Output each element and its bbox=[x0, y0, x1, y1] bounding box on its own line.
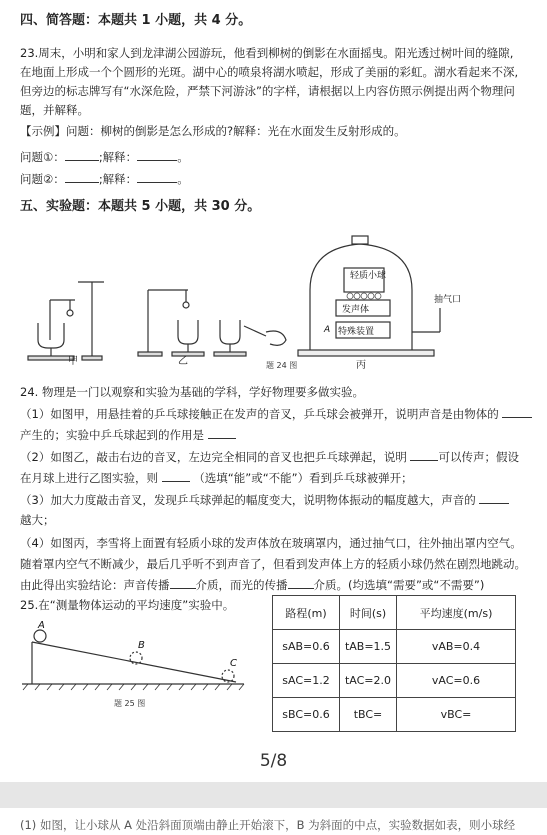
header-time: 时间(s) bbox=[340, 596, 397, 630]
fig25-label-b: B bbox=[138, 640, 145, 651]
fig25-label-c: C bbox=[230, 658, 237, 669]
figure-yi bbox=[138, 290, 286, 356]
table-header-row bbox=[273, 596, 516, 630]
q23-line4: 题，并解释。 bbox=[20, 103, 89, 117]
figure-24 bbox=[20, 228, 462, 371]
q24-p2-line1 bbox=[20, 448, 519, 466]
q24-p4-text: 由此得出实验结论：声音传播 bbox=[20, 578, 170, 592]
device-label: 特殊装置 bbox=[338, 327, 375, 337]
fig25-caption: 题 25 图 bbox=[114, 699, 146, 708]
cell-tab: tAB=1.5 bbox=[340, 630, 397, 664]
figure-bing bbox=[298, 236, 440, 356]
header-speed: 平均速度(m/s) bbox=[397, 596, 516, 630]
speed-table bbox=[272, 595, 516, 732]
q24-p4-blank2[interactable] bbox=[288, 576, 314, 589]
ask1-prefix: 问题①： bbox=[20, 150, 65, 164]
ask1-explain-label: ;解释： bbox=[98, 150, 138, 164]
section5-heading: 五、实验题：本题共 5 小题，共 30 分。 bbox=[20, 199, 261, 214]
q24-p3-text: （3）加大力度敲击音叉，发现乒乓球弹起的幅度变大，说明物体振动的幅度越大，声音的 bbox=[20, 493, 476, 507]
q23-line3: 但旁边的标志牌写有“水深危险，严禁下河游泳”的字样，请根据以上内容仿照示例提出两个物理问 bbox=[20, 84, 515, 98]
q24-p2-text: （2）如图乙，敲击右边的音叉，左边完全相同的音叉也把乒乓球弹起，说明 bbox=[20, 450, 407, 464]
q24-p3-line2: 越大； bbox=[20, 513, 55, 527]
q23-example: 【示例】问题：柳树的倒影是怎么形成的?解释：光在水面发生反射形成的。 bbox=[20, 124, 406, 138]
table-row bbox=[273, 630, 516, 664]
q25-intro: 25.在“测量物体运动的平均速度”实验中。 bbox=[20, 598, 235, 612]
q23-line2: 在地面上形成一个个圆形的光斑。湖中心的喷泉将湖水喷起，形成了美丽的彩虹。湖水看起来不深, bbox=[20, 65, 519, 79]
q24-p2-text2: 可以传声；假设 bbox=[438, 450, 519, 464]
page-separator bbox=[0, 782, 547, 808]
q23-line1: 23.周末，小明和家人到龙津湖公园游玩，他看到柳树的倒影在水面摇曳。阳光透过树叶间的缝隙, bbox=[20, 46, 514, 60]
q24-p4-line2: 随着罩内空气不断减少，最后几乎听不到声音了，但看到发声体上方的轻质小球仍然在剧烈地跳动。 bbox=[20, 557, 526, 571]
q24-p3-blank[interactable] bbox=[479, 491, 509, 504]
q24-p4-blank1[interactable] bbox=[170, 576, 196, 589]
fig-label-bing: 丙 bbox=[356, 360, 366, 371]
label-a: A bbox=[324, 325, 331, 335]
page-number: 5/8 bbox=[259, 751, 288, 771]
q24-p2-text4: （选填“能”或“不能”）看到乒乓球被弹开； bbox=[193, 471, 413, 485]
figure-jia bbox=[28, 282, 104, 360]
ask1-explain-blank[interactable] bbox=[137, 148, 177, 161]
q24-p4-line1: （4）如图丙，李雪将上面置有轻质小球的发声体放在玻璃罩内，通过抽气口，往外抽出罩内空气。 bbox=[20, 536, 522, 550]
q24-intro: 24. 物理是一门以观察和实验为基础的学科，学好物理要多做实验。 bbox=[20, 385, 364, 399]
table-row bbox=[273, 664, 516, 698]
cell-vac: vAC=0.6 bbox=[397, 664, 516, 698]
cell-sbc: sBC=0.6 bbox=[273, 698, 340, 732]
table-row bbox=[273, 698, 516, 732]
sound-label: 发声体 bbox=[342, 305, 370, 315]
fig25-label-a: A bbox=[38, 620, 45, 631]
figure-25 bbox=[20, 618, 250, 710]
header-distance: 路程(m) bbox=[273, 596, 340, 630]
section4-heading: 四、简答题：本题共 1 小题，共 4 分。 bbox=[20, 13, 252, 28]
ask1-period: 。 bbox=[177, 150, 189, 164]
ask1-question-blank[interactable] bbox=[65, 148, 99, 161]
cell-tac: tAC=2.0 bbox=[340, 664, 397, 698]
ask2-prefix: 问题②： bbox=[20, 172, 65, 186]
q24-p1-blank2[interactable] bbox=[208, 426, 236, 439]
q24-p4-line3 bbox=[20, 576, 484, 594]
ball-label-line: 轻质小球 bbox=[350, 271, 387, 281]
q23-ask1 bbox=[20, 148, 189, 166]
q24-p4-text3: 介质。(均选填“需要”或“不需要”) bbox=[313, 578, 485, 592]
fig-label-jia: 甲 bbox=[68, 356, 78, 367]
q24-p2-line2 bbox=[20, 469, 413, 487]
ask2-question-blank[interactable] bbox=[65, 170, 99, 183]
q23-ask2 bbox=[20, 170, 189, 188]
q24-p3-line1 bbox=[20, 491, 509, 509]
cell-sab: sAB=0.6 bbox=[273, 630, 340, 664]
fig-label-yi: 乙 bbox=[178, 356, 188, 367]
ask2-period: 。 bbox=[177, 172, 189, 186]
q24-p1-text: （1）如图甲，用悬挂着的乒乓球接触正在发声的音叉，乒乓球会被弹开，说明声音是由物体的 bbox=[20, 407, 499, 421]
cell-sac: sAC=1.2 bbox=[273, 664, 340, 698]
q24-p2-blank2[interactable] bbox=[162, 469, 190, 482]
q24-p1-blank1[interactable] bbox=[502, 405, 532, 418]
cell-vab: vAB=0.4 bbox=[397, 630, 516, 664]
q24-p2-text3: 在月球上进行乙图实验，则 bbox=[20, 471, 158, 485]
fig24-caption: 题 24 图 bbox=[266, 361, 298, 370]
q24-p1-line1 bbox=[20, 405, 532, 423]
ask2-explain-blank[interactable] bbox=[137, 170, 177, 183]
q24-p2-blank1[interactable] bbox=[410, 448, 438, 461]
ask2-explain-label: ;解释： bbox=[98, 172, 138, 186]
q24-p1-text2: 产生的；实验中乒乓球起到的作用是 bbox=[20, 428, 204, 442]
cell-tbc[interactable]: tBC= bbox=[340, 698, 397, 732]
q24-p1-line2 bbox=[20, 426, 236, 444]
next-page-snippet: (1) 如图，让小球从 A 处沿斜面顶端由静止开始滚下，B 为斜面的中点，实验数据如表，则小球经 bbox=[20, 818, 516, 832]
cell-vbc[interactable]: vBC= bbox=[397, 698, 516, 732]
pump-label: 抽气口 bbox=[434, 295, 462, 305]
q24-p4-text2: 介质，而光的传播 bbox=[195, 578, 288, 592]
